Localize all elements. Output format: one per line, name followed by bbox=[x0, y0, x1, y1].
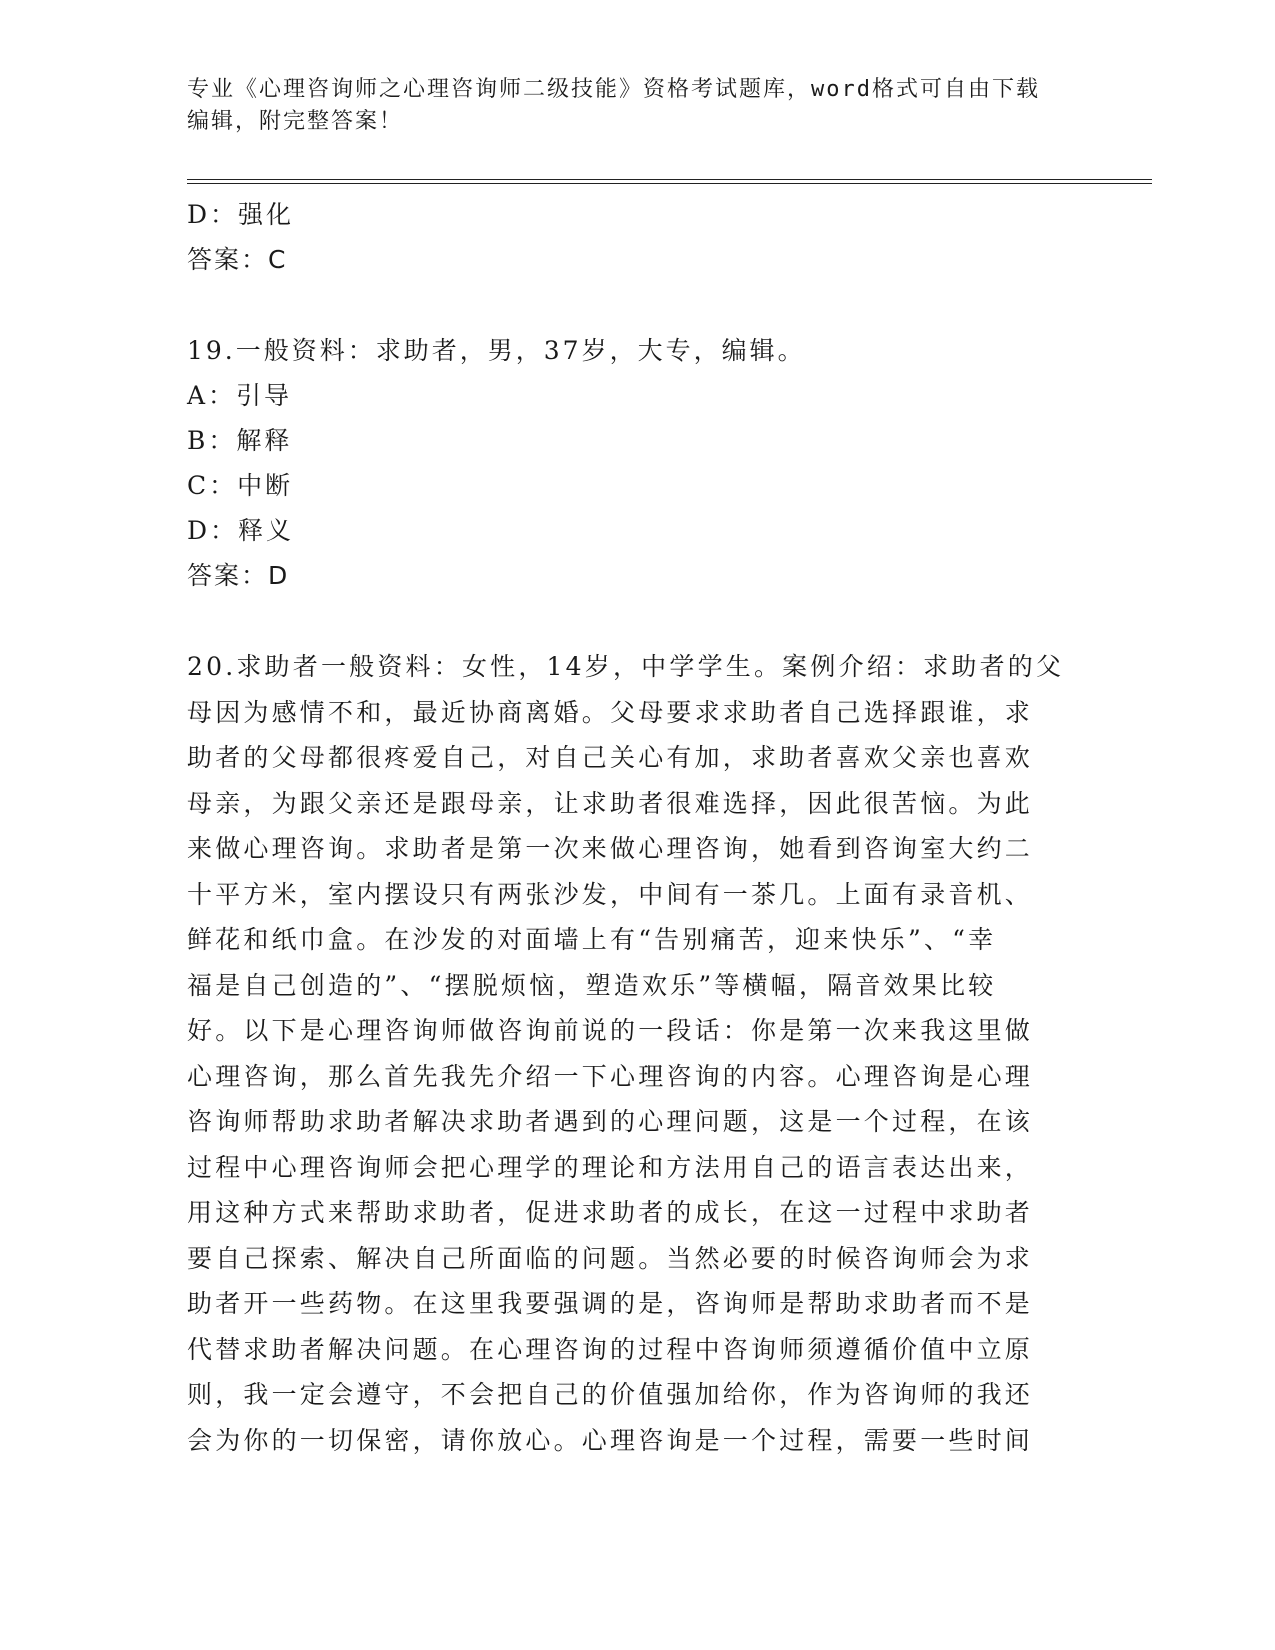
q20-line: 助者的父母都很疼爱自己，对自己关心有加，求助者喜欢父亲也喜欢 bbox=[187, 743, 1034, 772]
q20-line: 20.求助者一般资料：女性，14岁，中学学生。案例介绍：求助者的父 bbox=[187, 652, 1065, 681]
q20-line: 心理咨询，那么首先我先介绍一下心理咨询的内容。心理咨询是心理 bbox=[187, 1061, 1034, 1091]
q19-option-d: D：释义 bbox=[187, 516, 295, 545]
header-line-1: 专业《心理咨询师之心理咨询师二级技能》资格考试题库，word格式可自由下载 bbox=[187, 77, 1040, 102]
q20-line: 用这种方式来帮助求助者，促进求助者的成长，在这一过程中求助者 bbox=[187, 1198, 1034, 1227]
prev-option-d: D：强化 bbox=[187, 200, 295, 229]
spacer bbox=[187, 598, 1087, 644]
q19-option-b: B：解释 bbox=[187, 426, 293, 455]
q19-stem: 19.一般资料：求助者，男，37岁，大专，编辑。 bbox=[187, 336, 806, 365]
header-divider bbox=[187, 179, 1152, 184]
q19-option-c: C：中断 bbox=[187, 471, 294, 500]
q20-line: 母亲，为跟父亲还是跟母亲，让求助者很难选择，因此很苦恼。为此 bbox=[187, 788, 1034, 818]
q20-line: 母因为感情不和，最近协商离婚。父母要求求助者自己选择跟谁，求 bbox=[187, 697, 1034, 727]
q20-line: 鲜花和纸巾盒。在沙发的对面墙上有“告别痛苦，迎来快乐”、“幸 bbox=[187, 925, 997, 954]
q20-line: 咨询师帮助求助者解决求助者遇到的心理问题，这是一个过程，在该 bbox=[187, 1107, 1034, 1136]
q20-line: 好。以下是心理咨询师做咨询前说的一段话：你是第一次来我这里做 bbox=[187, 1016, 1034, 1045]
spacer bbox=[187, 282, 1087, 328]
q20-stem bbox=[187, 644, 1087, 1463]
q19-answer: 答案：D bbox=[187, 561, 290, 590]
prev-answer: 答案：C bbox=[187, 245, 288, 274]
document-body bbox=[187, 192, 1087, 1463]
q20-line: 来做心理咨询。求助者是第一次来做心理咨询，她看到咨询室大约二 bbox=[187, 834, 1034, 863]
page-header bbox=[187, 74, 1087, 138]
q20-line: 要自己探索、解决自己所面临的问题。当然必要的时候咨询师会为求 bbox=[187, 1243, 1034, 1273]
q20-line: 会为你的一切保密，请你放心。心理咨询是一个过程，需要一些时间 bbox=[187, 1425, 1034, 1455]
q20-line: 代替求助者解决问题。在心理咨询的过程中咨询师须遵循价值中立原 bbox=[187, 1334, 1034, 1364]
q20-line: 十平方米，室内摆设只有两张沙发，中间有一茶几。上面有录音机、 bbox=[187, 879, 1034, 909]
header-line-2: 编辑，附完整答案！ bbox=[187, 109, 404, 134]
q20-line: 助者开一些药物。在这里我要强调的是，咨询师是帮助求助者而不是 bbox=[187, 1289, 1034, 1318]
q20-line: 过程中心理咨询师会把心理学的理论和方法用自己的语言表达出来， bbox=[187, 1152, 1034, 1182]
q19-option-a: A：引导 bbox=[187, 381, 293, 410]
q20-line: 则，我一定会遵守，不会把自己的价值强加给你，作为咨询师的我还 bbox=[187, 1380, 1034, 1409]
q20-line: 福是自己创造的”、“摆脱烦恼，塑造欢乐”等横幅，隔音效果比较 bbox=[187, 970, 997, 1000]
